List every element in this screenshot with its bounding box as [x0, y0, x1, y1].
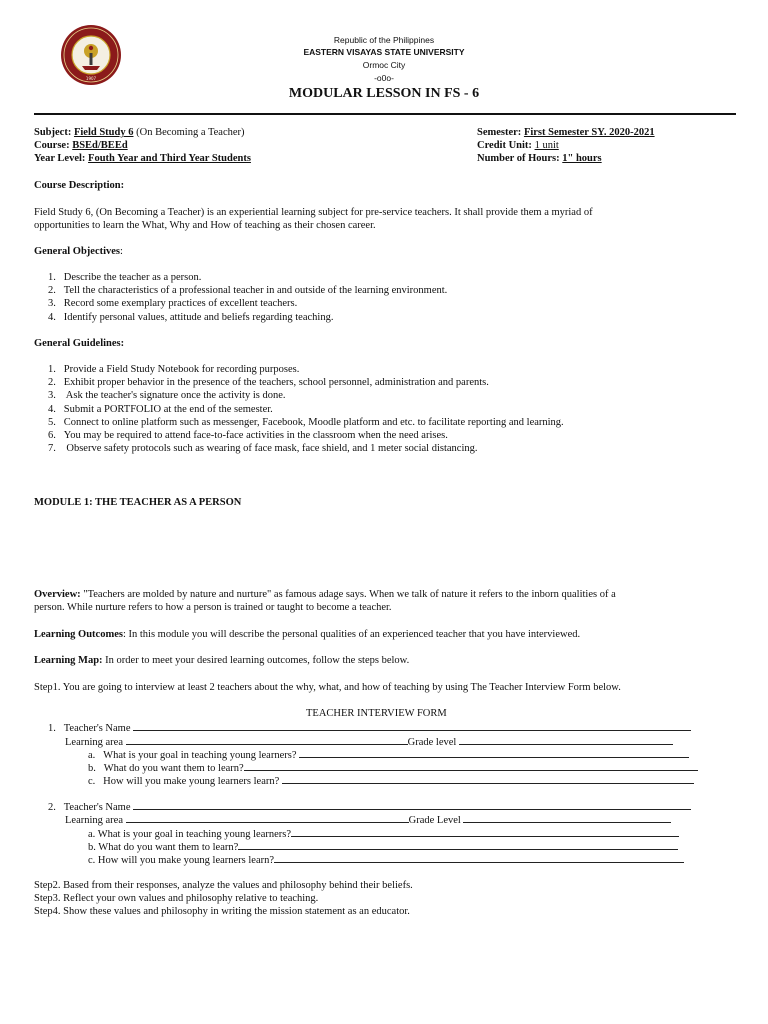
learning-map: Learning Map: In order to meet your desired learning outcomes, follow the steps below.: [34, 655, 410, 666]
guideline-item: 5. Connect to online platform such as messenger, Facebook, Moodle platform and etc. to facilitate reporting and learning.: [48, 417, 564, 428]
guideline-item: 6. You may be required to attend face-to-face activities in the classroom when the need arises.: [48, 430, 448, 441]
objectives-heading: General Objectives:: [34, 246, 123, 257]
objective-item: 4. Identify personal values, attitude and beliefs regarding teaching.: [48, 312, 334, 323]
year-level-line: Year Level: Fouth Year and Third Year Students: [34, 153, 251, 164]
objective-item: 1. Describe the teacher as a person.: [48, 272, 202, 283]
step3: Step3. Reflect your own values and philosophy relative to teaching.: [34, 893, 319, 904]
module-title: MODULE 1: THE TEACHER AS A PERSON: [34, 497, 242, 508]
form2-question-a: a. What is your goal in teaching young learners?: [88, 827, 679, 840]
svg-text:1907: 1907: [85, 76, 97, 81]
course-description-line1: Field Study 6, (On Becoming a Teacher) is an experiential learning subject for pre-service teachers. It shall provide them a myriad of: [34, 207, 593, 218]
course-description-heading: Course Description:: [34, 180, 125, 191]
objective-item: 3. Record some exemplary practices of excellent teachers.: [48, 298, 298, 309]
guidelines-heading: General Guidelines:: [34, 338, 125, 349]
overview-line2: person. While nurture refers to how a person is trained or taught to become a teacher.: [34, 602, 392, 613]
subject-line: Subject: Field Study 6 (On Becoming a Teacher): [34, 127, 245, 138]
form2-teacher-name: 2. Teacher's Name: [48, 800, 691, 813]
step4: Step4. Show these values and philosophy in writing the mission statement as an educator.: [34, 906, 410, 917]
header-university: EASTERN VISAYAS STATE UNIVERSITY: [303, 47, 465, 57]
step2: Step2. Based from their responses, analyze the values and philosophy behind their beliefs.: [34, 880, 413, 891]
step1: Step1. You are going to interview at least 2 teachers about the why, what, and how of teaching by using The Teacher Interview Form below.: [34, 682, 621, 693]
interview-form-title: TEACHER INTERVIEW FORM: [306, 708, 447, 719]
form2-question-c: c. How will you make young learners learn?: [88, 853, 684, 866]
form1-learning-area: Learning area Grade level: [65, 735, 673, 748]
header-rule: [34, 113, 736, 115]
form1-question-b: b. What do you want them to learn?: [88, 761, 698, 774]
learning-outcomes: Learning Outcomes: In this module you will describe the personal qualities of an experienced teacher that you have interviewed.: [34, 629, 581, 640]
course-line: Course: BSEd/BEEd: [34, 140, 128, 151]
guideline-item: 3. Ask the teacher's signature once the activity is done.: [48, 390, 286, 401]
guideline-item: 4. Submit a PORTFOLIO at the end of the semester.: [48, 404, 273, 415]
objective-item: 2. Tell the characteristics of a professional teacher in and outside of the learning environment.: [48, 285, 448, 296]
guideline-item: 2. Exhibit proper behavior in the presence of the teachers, school personnel, administration and parents.: [48, 377, 489, 388]
form2-question-b: b. What do you want them to learn?: [88, 840, 678, 853]
semester-line: Semester: First Semester SY. 2020-2021: [477, 127, 655, 138]
hours-line: Number of Hours: 1" hours: [477, 153, 602, 164]
header-city: Ormoc City: [362, 60, 406, 70]
guideline-item: 1. Provide a Field Study Notebook for recording purposes.: [48, 364, 300, 375]
overview-line1: Overview: "Teachers are molded by nature and nurture" as famous adage says. When we talk of nature it refers to the inborn qualities of a: [34, 589, 616, 600]
header-separator: -o0o-: [374, 73, 394, 83]
header-republic: Republic of the Philippines: [333, 35, 435, 45]
page-title: MODULAR LESSON IN FS - 6: [288, 86, 480, 101]
credit-unit-line: Credit Unit: 1 unit: [477, 140, 559, 151]
form1-question-c: c. How will you make young learners learn?: [88, 774, 694, 787]
form2-learning-area: Learning area Grade Level: [65, 813, 671, 826]
guideline-item: 7. Observe safety protocols such as wearing of face mask, face shield, and 1 meter social distancing.: [48, 443, 478, 454]
course-description-line2: opportunities to learn the What, Why and How of teaching as their chosen career.: [34, 220, 376, 231]
form1-teacher-name: 1. Teacher's Name: [48, 721, 691, 734]
form1-question-a: a. What is your goal in teaching young learners?: [88, 748, 689, 761]
